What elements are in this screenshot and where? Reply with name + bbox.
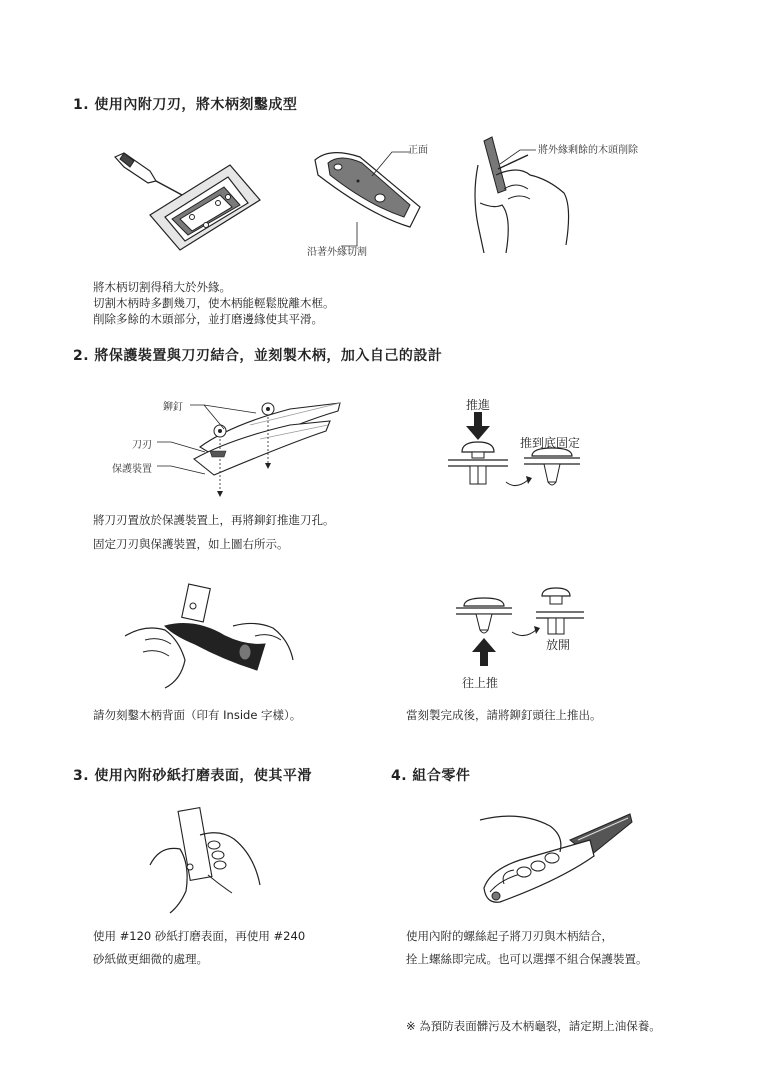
section-1-title: 1. 使用內附刀刃，將木柄刻鑿成型	[73, 97, 298, 113]
illustration-hands-carving	[125, 580, 295, 690]
illustration-knife-cutting-frame	[110, 145, 270, 255]
callout-line-rivet	[190, 401, 260, 431]
section-1-text-line-3: 削除多餘的木頭部分，並打磨邊緣使其平滑。	[93, 312, 323, 326]
section-2-text-b: 請勿刻鑿木柄背面（印有 Inside 字樣）。	[93, 708, 302, 722]
section-2-text-c: 當刻製完成後，請將鉚釘頭往上推出。	[406, 708, 602, 722]
label-rivet: 鉚釘	[163, 402, 183, 413]
label-push-up: 往上推	[462, 676, 499, 690]
illustration-hands-sanding	[150, 805, 270, 915]
callout-line-front	[372, 148, 412, 178]
section-3-title: 3. 使用內附砂紙打磨表面，使其平滑	[73, 768, 312, 784]
section-1-text-line-1: 將木柄切割得稍大於外緣。	[93, 280, 231, 294]
label-push-in: 推進	[466, 398, 491, 412]
section-2-title: 2. 將保護裝置與刀刃結合，並刻製木柄，加入自己的設計	[73, 348, 443, 364]
callout-line-trim	[500, 148, 540, 168]
section-1-text-line-2: 切割木柄時多劃幾刀，使木柄能輕鬆脫離木框。	[93, 296, 335, 310]
illustration-hand-assembled-knife	[460, 800, 635, 910]
illustration-handle-front	[310, 145, 430, 235]
label-guard: 保護裝置	[112, 464, 152, 475]
section-4-text-line-2: 拴上螺絲即完成。也可以選擇不組合保護裝置。	[406, 952, 648, 966]
footnote: ※ 為預防表面髒污及木柄龜裂，請定期上油保養。	[406, 1019, 661, 1033]
label-push-fix: 推到底固定	[520, 436, 581, 450]
section-2-text-a-line-1: 將刀刃置放於保護裝置上，再將鉚釘推進刀孔。	[93, 513, 335, 527]
section-3-text-line-2: 砂紙做更細微的處理。	[93, 952, 208, 966]
label-front: 正面	[408, 145, 428, 156]
section-2-text-a-line-2: 固定刀刃與保護裝置，如上圖右所示。	[93, 537, 289, 551]
label-blade: 刀刃	[132, 440, 152, 451]
label-cut-along: 沿著外緣切割	[307, 247, 367, 258]
illustration-rivet-push-out	[450, 586, 610, 666]
label-trim-edges: 將外緣剩餘的木頭削除	[538, 145, 638, 156]
callout-line-blade	[157, 440, 207, 454]
section-4-title: 4. 組合零件	[391, 768, 471, 784]
label-release: 放開	[546, 638, 571, 652]
section-4-text-line-1: 使用內附的螺絲起子將刀刃與木柄結合，	[406, 929, 613, 943]
section-3-text-line-1: 使用 #120 砂紙打磨表面，再使用 #240	[93, 929, 306, 943]
callout-line-guard	[157, 464, 207, 476]
illustration-rivet-push-in	[448, 412, 598, 492]
